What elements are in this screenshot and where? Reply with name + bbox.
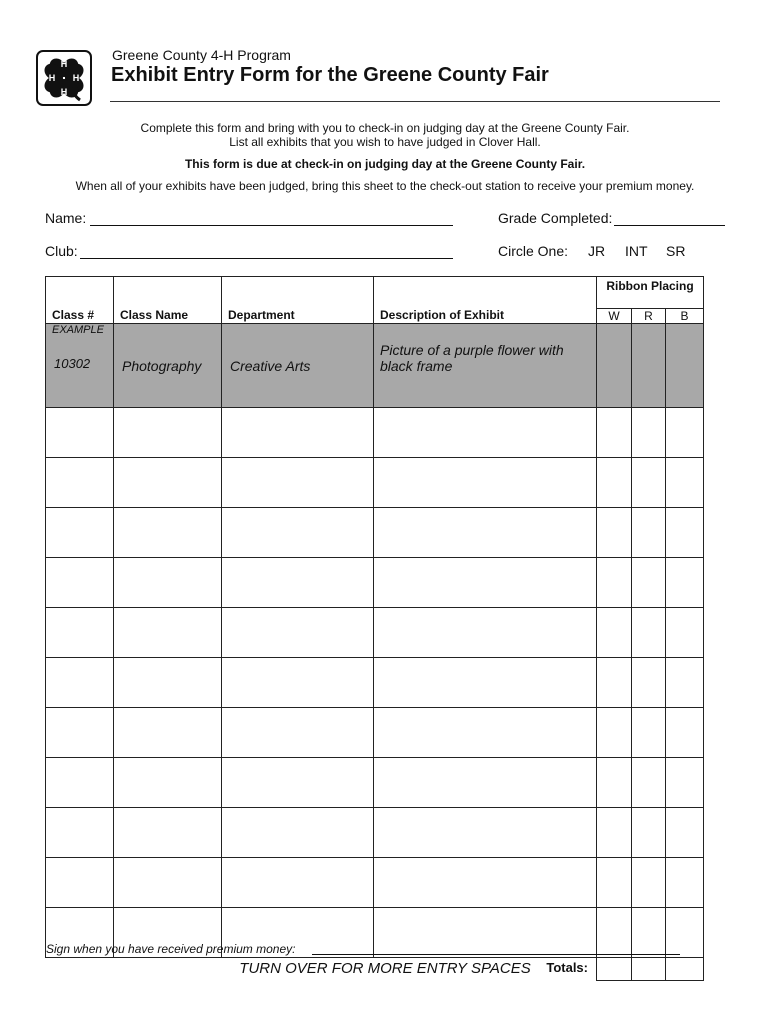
svg-text:H: H: [60, 87, 68, 97]
header-blue: B: [666, 309, 704, 324]
example-description: Picture of a purple flower with black frame: [374, 324, 597, 408]
turn-over-note: TURN OVER FOR MORE ENTRY SPACES: [239, 960, 531, 977]
table-row[interactable]: [46, 708, 704, 758]
club-field[interactable]: [80, 258, 453, 259]
due-notice: This form is due at check-in on judging day at the Greene County Fair.: [184, 157, 586, 171]
option-int[interactable]: INT: [625, 243, 648, 259]
table-row[interactable]: [46, 508, 704, 558]
table-row[interactable]: [46, 558, 704, 608]
table-row[interactable]: [46, 408, 704, 458]
svg-text:H: H: [60, 59, 68, 69]
svg-text:H: H: [72, 73, 80, 83]
header-red: R: [632, 309, 666, 324]
signature-field[interactable]: [312, 954, 680, 955]
checkout-instruction: When all of your exhibits have been judged, bring this sheet to the check-out station to receive your premium money.: [75, 179, 695, 193]
example-class-name: Photography: [114, 324, 222, 408]
table-row[interactable]: [46, 608, 704, 658]
exhibit-table: [45, 276, 704, 981]
instruction-line-2: List all exhibits that you wish to have judged in Clover Hall.: [229, 135, 541, 149]
title-divider: [110, 101, 720, 102]
circle-one-label: Circle One:: [498, 243, 569, 259]
table-row[interactable]: [46, 758, 704, 808]
header-department: Department: [222, 277, 374, 324]
header-ribbon-placing: Ribbon Placing: [597, 277, 704, 309]
header-description: Description of Exhibit: [374, 277, 597, 324]
example-class-cell: [46, 324, 114, 408]
table-row[interactable]: [46, 808, 704, 858]
table-row[interactable]: [46, 658, 704, 708]
name-field[interactable]: [90, 225, 453, 226]
example-class-num: 10302: [54, 356, 91, 371]
table-row[interactable]: [46, 458, 704, 508]
club-label: Club:: [45, 243, 78, 259]
header-class-name: Class Name: [114, 277, 222, 324]
header-class-num: Class #: [46, 277, 114, 324]
option-jr[interactable]: JR: [588, 243, 606, 259]
svg-text:H: H: [48, 73, 56, 83]
table-row[interactable]: [46, 858, 704, 908]
4h-clover-icon: [36, 50, 92, 106]
grade-label: Grade Completed:: [498, 210, 613, 226]
signature-label: Sign when you have received premium money:: [46, 942, 296, 956]
example-label: EXAMPLE: [52, 324, 104, 336]
grade-field[interactable]: [614, 225, 725, 226]
option-sr[interactable]: SR: [666, 243, 686, 259]
totals-label: Totals:: [546, 960, 588, 975]
example-row: [46, 324, 704, 408]
program-name: Greene County 4-H Program: [112, 47, 291, 63]
name-label: Name:: [45, 210, 87, 226]
instruction-line-1: Complete this form and bring with you to check-in on judging day at the Greene County Fair.: [140, 121, 630, 135]
example-department: Creative Arts: [222, 324, 374, 408]
header-white: W: [597, 309, 632, 324]
form-title: Exhibit Entry Form for the Greene County Fair: [111, 64, 549, 86]
